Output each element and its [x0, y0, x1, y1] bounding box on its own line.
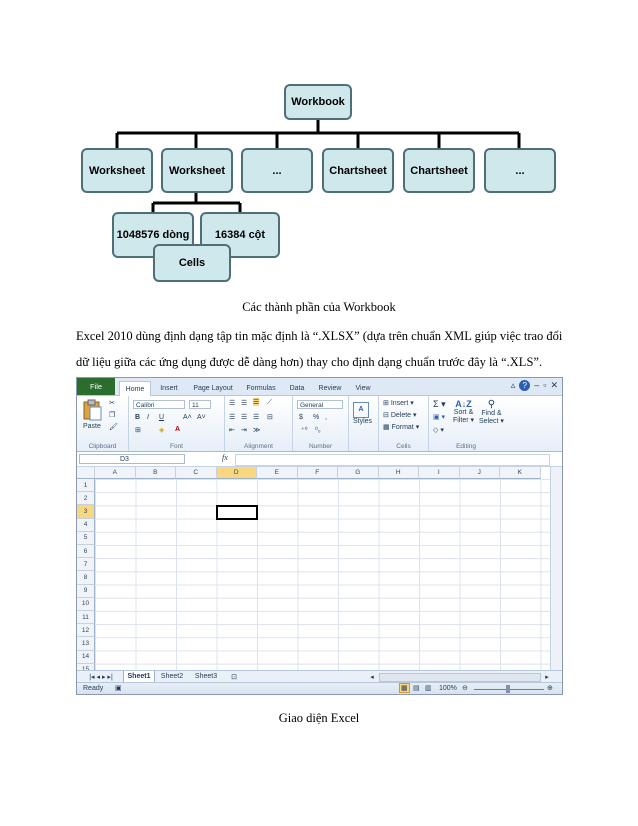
editing-group	[429, 396, 503, 451]
caption-workbook: Các thành phần của Workbook	[242, 300, 396, 314]
editing-label: Editing	[456, 443, 476, 450]
column-header-k[interactable]: K	[500, 467, 541, 479]
column-header-d[interactable]: D	[217, 467, 258, 479]
copy-icon[interactable]: ❐	[109, 412, 116, 419]
font-size-select[interactable]: 11	[189, 400, 211, 409]
column-header-c[interactable]: C	[176, 467, 217, 479]
grow-font-icon[interactable]: A˄	[183, 414, 192, 421]
increase-indent-icon[interactable]: ⇥	[241, 427, 247, 434]
underline-button[interactable]: U	[159, 414, 165, 421]
sort-filter-icon: A↓Z	[455, 399, 472, 409]
column-header-h[interactable]: H	[379, 467, 420, 479]
align-top-icon[interactable]: ☰	[229, 400, 236, 407]
formula-input[interactable]	[235, 454, 550, 466]
fill-color-icon[interactable]: ◈	[159, 427, 165, 434]
zoom-in-icon[interactable]: ⊕	[547, 685, 553, 692]
alignment-group	[225, 396, 293, 451]
merge-center-icon[interactable]: ⊟	[267, 414, 273, 421]
row-header-8[interactable]: 8	[77, 571, 95, 584]
ribbon-tabs	[77, 378, 562, 396]
font-label: Font	[169, 443, 183, 450]
horizontal-scrollbar[interactable]	[379, 673, 541, 682]
font-name-select[interactable]: Calibri	[133, 400, 185, 409]
tab-home[interactable]: Home	[119, 381, 151, 396]
decrease-decimal-icon[interactable]: ⁰₀	[315, 427, 321, 434]
orientation-icon[interactable]: ⟋	[267, 399, 272, 406]
paste-icon	[81, 399, 103, 421]
format-cells-button[interactable]: ▦ Format ▾	[383, 424, 420, 431]
format-painter-icon[interactable]: 🖌	[109, 424, 118, 431]
paste-button[interactable]: Paste	[81, 399, 103, 430]
comma-style-icon[interactable]: ,	[325, 414, 327, 421]
active-cell-d3[interactable]	[216, 505, 258, 520]
zoom-slider-thumb[interactable]	[506, 685, 510, 693]
align-center-icon[interactable]: ☰	[241, 414, 248, 421]
row-header-5[interactable]: 5	[77, 532, 95, 545]
diagram-connectors	[0, 0, 638, 290]
find-select-button[interactable]: ⚲ Find & Select ▾	[479, 399, 504, 425]
row-header-6[interactable]: 6	[77, 545, 95, 558]
row-header-7[interactable]: 7	[77, 558, 95, 571]
worksheet-node-1: Worksheet	[81, 148, 153, 193]
number-label: Number	[308, 443, 333, 450]
rows-node: 1048576 dòng	[112, 212, 194, 258]
fill-icon[interactable]: ▣ ▾	[433, 414, 446, 421]
styles-button[interactable]: A Styles	[353, 402, 372, 425]
tab-review[interactable]: Review	[318, 384, 342, 392]
align-right-icon[interactable]: ☰	[253, 414, 260, 421]
column-header-b[interactable]: B	[136, 467, 177, 479]
row-header-9[interactable]: 9	[77, 585, 95, 598]
minimize-icon[interactable]: –	[534, 380, 540, 390]
cells-label: Cells	[396, 443, 411, 450]
close-icon[interactable]: ✕	[550, 380, 558, 390]
styles-group	[349, 396, 379, 451]
decrease-indent-icon[interactable]: ⇤	[229, 427, 235, 434]
zoom-out-icon[interactable]: ⊖	[462, 685, 468, 692]
row-header-1[interactable]: 1	[77, 479, 95, 492]
insert-function-button[interactable]: fx	[222, 453, 228, 462]
clear-icon[interactable]: ◇ ▾	[433, 427, 444, 434]
wrap-text-icon[interactable]: ☰	[253, 399, 260, 406]
worksheet-grid	[77, 467, 552, 670]
sheet-nav-arrows[interactable]: |◂ ◂ ▸ ▸|	[89, 673, 113, 681]
columns-node: 16384 cột	[200, 212, 280, 258]
shrink-font-icon[interactable]: A˅	[197, 414, 206, 421]
sheet-tab-1[interactable]: Sheet1	[123, 671, 155, 683]
tab-formulas[interactable]: Formulas	[246, 384, 276, 392]
column-header-f[interactable]: F	[298, 467, 339, 479]
delete-icon: ⊟	[383, 412, 389, 419]
formula-bar	[77, 452, 562, 467]
cells-group	[379, 396, 429, 451]
zoom-level[interactable]: 100%	[439, 685, 457, 692]
binoculars-icon: ⚲	[487, 399, 496, 410]
hscroll-left-icon[interactable]: ◂	[370, 673, 374, 681]
sheet-tab-2[interactable]: Sheet2	[160, 673, 184, 680]
font-color-icon[interactable]: A	[175, 426, 181, 433]
cells-area[interactable]	[95, 479, 552, 670]
chartsheet-node-1: Chartsheet	[322, 148, 394, 193]
row-header-10[interactable]: 10	[77, 598, 95, 611]
column-header-a[interactable]: A	[95, 467, 136, 479]
caption-excel: Giao diện Excel	[278, 711, 360, 725]
borders-icon[interactable]: ⊞	[135, 427, 141, 434]
help-icon[interactable]: ?	[519, 380, 530, 391]
insert-cells-button[interactable]: ⊞ Insert ▾	[383, 400, 414, 407]
tab-data[interactable]: Data	[289, 384, 305, 392]
alignment-label: Alignment	[244, 443, 273, 450]
increase-decimal-icon[interactable]: ⁺⁰	[301, 427, 308, 434]
row-header-13[interactable]: 13	[77, 637, 95, 650]
sheet-tab-3[interactable]: Sheet3	[194, 673, 218, 680]
vertical-scrollbar[interactable]	[550, 467, 562, 670]
column-header-i[interactable]: I	[419, 467, 460, 479]
page-layout-view-icon[interactable]: ▤	[413, 685, 420, 692]
worksheet-node-2: Worksheet	[161, 148, 233, 193]
percent-button[interactable]: %	[313, 414, 320, 421]
window-controls	[511, 380, 558, 391]
bold-button[interactable]: B	[135, 414, 141, 421]
minimize-ribbon-icon[interactable]: ▵	[510, 380, 516, 390]
row-header-11[interactable]: 11	[77, 611, 95, 624]
tab-page-layout[interactable]: Page Layout	[193, 384, 233, 392]
normal-view-icon[interactable]: ▦	[401, 685, 408, 692]
file-tab[interactable]: File	[77, 378, 115, 395]
excel-window	[76, 377, 563, 695]
ellipsis-node-1: ...	[241, 148, 313, 193]
paragraph-line-2: dữ liệu giữa các ứng dụng được dễ dàng hơn) thay cho định dạng chuẩn trước đây là “.XLS”.	[76, 355, 543, 369]
status-text: Ready	[83, 685, 104, 692]
currency-button[interactable]: $	[299, 414, 303, 421]
workbook-node: Workbook	[284, 84, 352, 120]
page-break-view-icon[interactable]: ▥	[425, 685, 432, 692]
paragraph-line-1: Excel 2010 dùng định dạng tập tin mặc định là “.XLSX” (dựa trên chuẩn XML giúp việc trao đổi	[76, 329, 563, 343]
styles-icon: A	[353, 402, 369, 418]
ellipsis-node-2: ...	[484, 148, 556, 193]
row-header-4[interactable]: 4	[77, 519, 95, 532]
restore-icon[interactable]: ▫	[543, 380, 547, 390]
column-header-g[interactable]: G	[338, 467, 379, 479]
column-header-j[interactable]: J	[460, 467, 501, 479]
font-group	[129, 396, 225, 451]
cut-icon[interactable]: ✂	[109, 400, 115, 407]
name-box[interactable]: D3	[79, 454, 185, 464]
hscroll-right-icon[interactable]: ▸	[545, 673, 549, 681]
clipboard-label: Clipboard	[88, 443, 117, 450]
insert-sheet-icon[interactable]: ⊡	[231, 673, 237, 681]
number-group	[293, 396, 349, 451]
status-bar	[77, 682, 562, 695]
clipboard-group	[77, 396, 129, 451]
select-all-corner[interactable]	[77, 467, 95, 479]
align-middle-icon[interactable]: ☰	[241, 400, 248, 407]
row-header-14[interactable]: 14	[77, 651, 95, 664]
italic-button[interactable]: I	[147, 414, 149, 421]
format-icon: ▦	[383, 424, 390, 431]
align-left-icon[interactable]: ☰	[229, 414, 236, 421]
delete-cells-button[interactable]: ⊟ Delete ▾	[383, 412, 417, 419]
workbook-diagram	[0, 0, 638, 290]
insert-icon: ⊞	[383, 400, 389, 407]
sort-filter-button[interactable]: A↓Z Sort & Filter ▾	[453, 399, 475, 424]
row-header-3[interactable]: 3	[77, 505, 95, 518]
column-header-e[interactable]: E	[257, 467, 298, 479]
tab-insert[interactable]: Insert	[160, 384, 178, 392]
macro-record-icon[interactable]: ▣	[115, 685, 122, 692]
chartsheet-node-2: Chartsheet	[403, 148, 475, 193]
tab-view[interactable]: View	[355, 384, 371, 392]
autosum-icon[interactable]: Σ ▾	[433, 399, 446, 409]
cells-node: Cells	[153, 244, 231, 282]
row-header-12[interactable]: 12	[77, 624, 95, 637]
text-direction-icon[interactable]: ≫	[253, 427, 261, 434]
ribbon-home	[77, 396, 562, 452]
number-format-select[interactable]: General	[297, 400, 343, 409]
row-header-2[interactable]: 2	[77, 492, 95, 505]
